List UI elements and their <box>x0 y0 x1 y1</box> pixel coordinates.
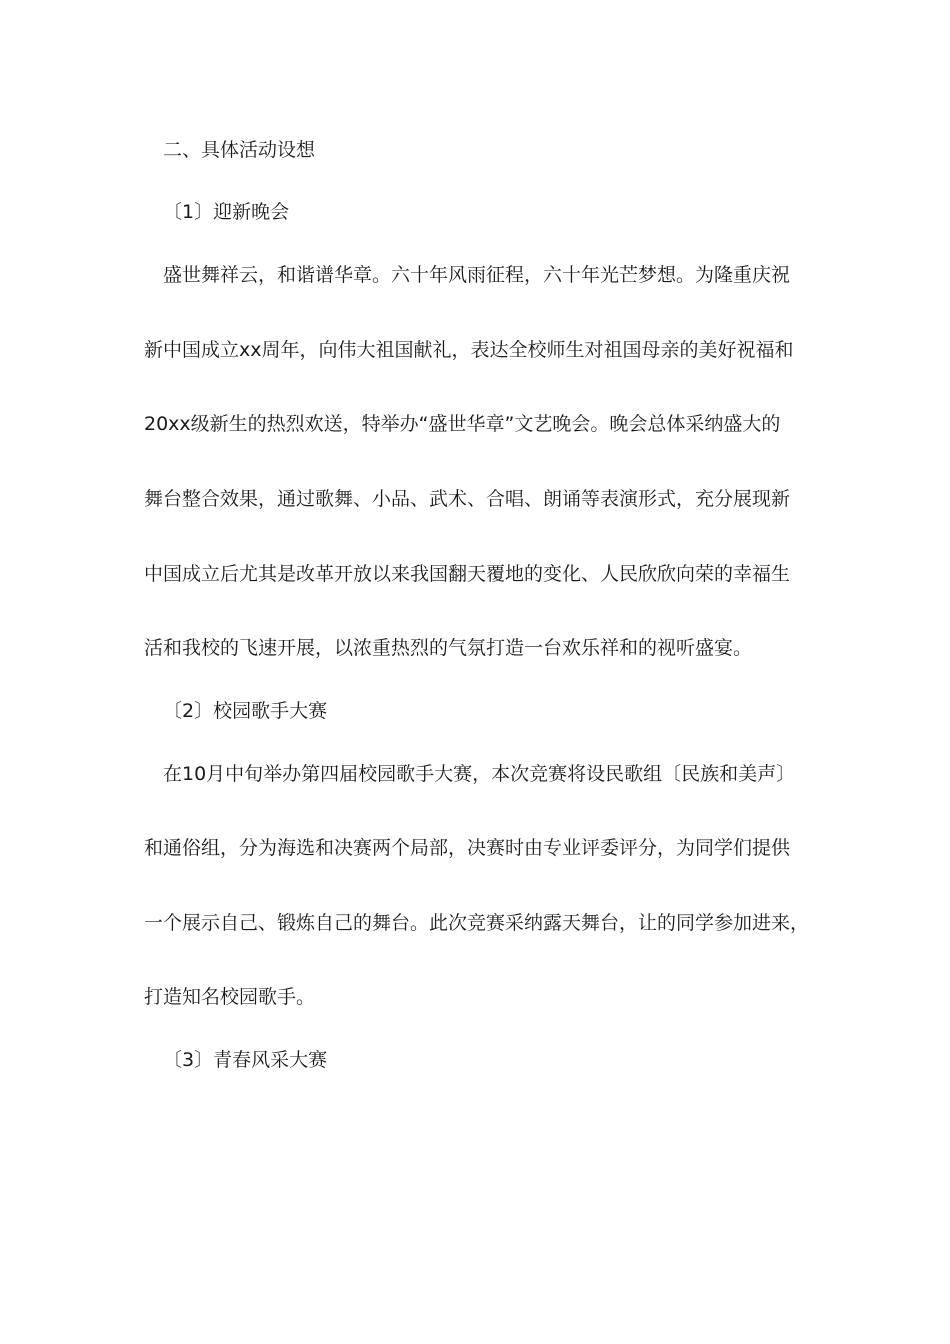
item-heading-2: 〔2〕校园歌手大赛 <box>163 700 328 722</box>
paragraph-line: 新中国成立xx周年，向伟大祖国献礼，表达全校师生对祖国母亲的美好祝福和 <box>144 339 794 361</box>
paragraph-line: 打造知名校园歌手。 <box>144 986 316 1008</box>
paragraph-line: 舞台整合效果，通过歌舞、小品、武术、合唱、朗诵等表演形式，充分展现新 <box>144 488 791 510</box>
paragraph-line: 活和我校的飞速开展，以浓重热烈的气氛打造一台欢乐祥和的视听盛宴。 <box>144 637 753 659</box>
item-heading-3: 〔3〕青春风采大赛 <box>163 1049 328 1071</box>
paragraph-line: 一个展示自己、锻炼自己的舞台。此次竞赛采纳露天舞台，让的同学参加进来， <box>144 912 810 934</box>
paragraph-line: 中国成立后尤其是改革开放以来我国翻天覆地的变化、人民欣欣向荣的幸福生 <box>144 563 791 585</box>
section-heading: 二、具体活动设想 <box>163 139 316 161</box>
paragraph-line: 20xx级新生的热烈欢送，特举办“盛世华章”文艺晚会。晚会总体采纳盛大的 <box>144 413 781 435</box>
item-heading-1: 〔1〕迎新晚会 <box>163 201 290 223</box>
paragraph-line: 和通俗组，分为海选和决赛两个局部，决赛时由专业评委评分，为同学们提供 <box>144 837 791 859</box>
paragraph-line: 在10月中旬举办第四届校园歌手大赛，本次竞赛将设民歌组〔民族和美声〕 <box>163 763 796 785</box>
paragraph-line: 盛世舞祥云，和谐谱华章。六十年风雨征程，六十年光芒梦想。为隆重庆祝 <box>163 264 791 286</box>
